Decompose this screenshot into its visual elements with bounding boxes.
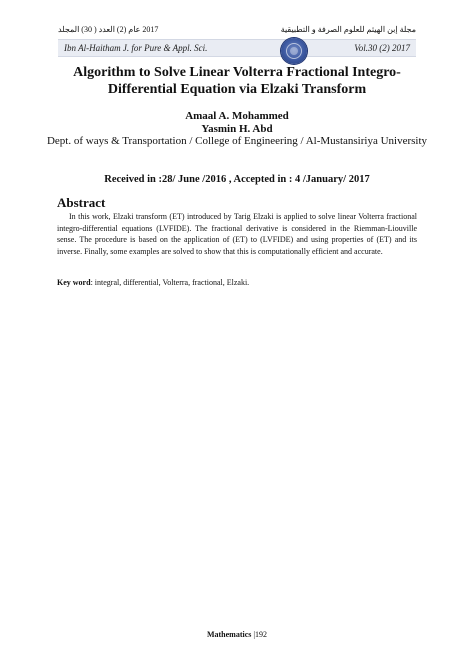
- journal-name: Ibn Al-Haitham J. for Pure & Appl. Sci.: [64, 43, 208, 53]
- keywords-label: Key word: [57, 278, 91, 287]
- abstract-text: In this work, Elzaki transform (ET) introduced by Tarig Elzaki is applied to solve linear Volterra fractional integro-differential equations (LVFIDE). The fractional derivative is considered in the Riemman-Liouville sense. The procedure is based on the application of (ET) to (LVFIDE) and using properties of (ET) and its inverse. Finally, some examples are solved to show that this is computationally efficient and accurate.: [57, 212, 417, 256]
- author-name: Yasmin H. Abd: [201, 123, 273, 135]
- received-accepted-dates: Received in :28/ June /2016 , Accepted in : 4 /January/ 2017: [104, 174, 370, 185]
- header-english-bar: [58, 39, 416, 57]
- article-title: Algorithm to Solve Linear Volterra Fractional Integro-Differential Equation via Elzaki Transform: [73, 65, 401, 97]
- journal-logo-icon: [281, 38, 307, 64]
- keywords-list: : integral, differential, Volterra, fractional, Elzaki.: [90, 278, 250, 287]
- issue-info-arabic: 2017 عام (2) العدد ( 30) المجلد: [58, 25, 159, 34]
- volume-info: Vol.30 (2) 2017: [354, 43, 410, 53]
- keywords-line: [57, 277, 417, 288]
- author-name: Amaal A. Mohammed: [185, 110, 289, 122]
- author-affiliation: Dept. of ways & Transportation / College of Engineering / Al-Mustansiriya University: [46, 135, 428, 147]
- footer-section: Mathematics: [206, 630, 252, 639]
- page-number: |192: [253, 630, 268, 639]
- journal-header: [58, 22, 416, 62]
- header-arabic-row: [58, 22, 416, 38]
- author-list: [40, 110, 434, 136]
- page-footer: [0, 630, 474, 640]
- journal-name-arabic: مجلة إبن الهيثم للعلوم الصرفة و التطبيقية: [280, 25, 416, 34]
- abstract-heading: Abstract: [57, 195, 106, 210]
